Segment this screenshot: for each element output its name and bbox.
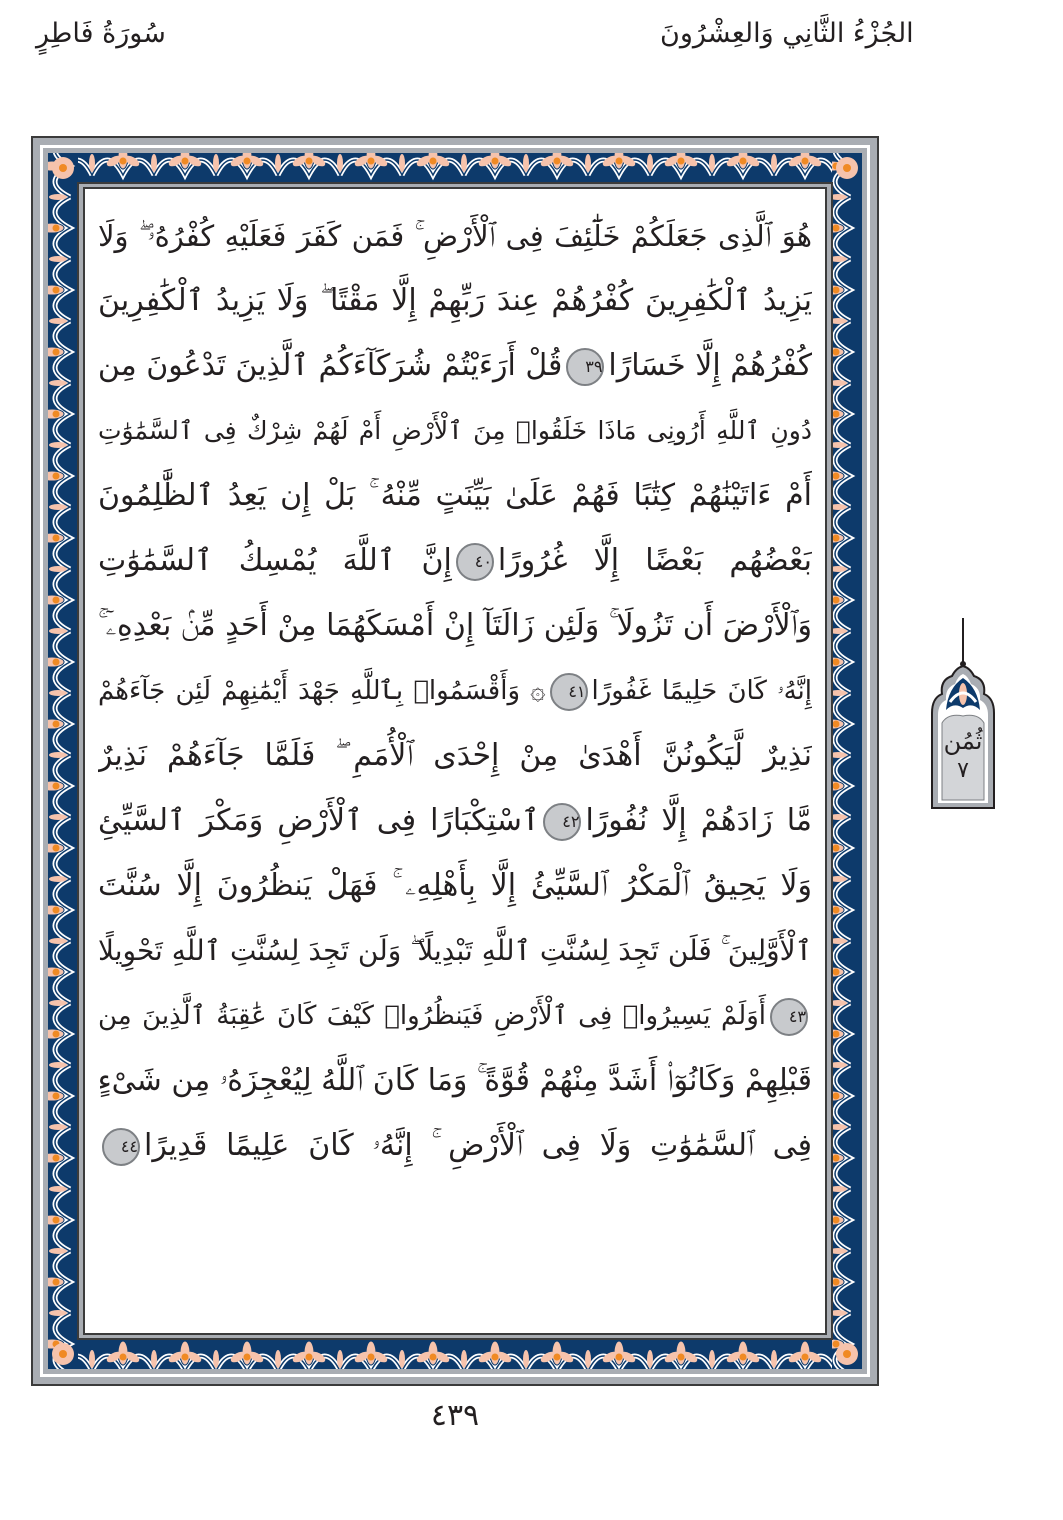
verse-text: بَعْضُهُم بَعْضًا إِلَّا غُرُورًا [497, 543, 812, 578]
text-line [98, 726, 812, 786]
verse-text: وَلَا يَحِيقُ ٱلْمَكْرُ ٱلسَّيِّئُ إِلَّا بِأَهْلِهِۦ ۚ فَهَلْ يَنظُرُونَ إِلَّا سُنَّتَ [98, 868, 812, 903]
verse-text: ۞ وَأَقْسَمُوا۟ بِٱللَّهِ جَهْدَ أَيْمَٰنِهِمْ لَئِن جَآءَهُمْ [98, 676, 546, 706]
ayah-number-marker: ٤١ [550, 673, 588, 711]
text-line [98, 401, 812, 461]
page-header [0, 18, 1063, 68]
hizb-quarter-marker [928, 618, 998, 813]
verse-text: هُوَ ٱلَّذِى جَعَلَكُمْ خَلَٰٓئِفَ فِى ٱلْأَرْضِ ۚ فَمَن كَفَرَ فَعَلَيْهِ كُفْرُهُۥ ۖ وَلَا [98, 219, 812, 253]
text-line [98, 596, 812, 656]
verse-text: أَوَلَمْ يَسِيرُوا۟ فِى ٱلْأَرْضِ فَيَنظُرُوا۟ كَيْفَ كَانَ عَٰقِبَةُ ٱلَّذِينَ مِن [98, 1001, 766, 1031]
text-line [98, 791, 812, 851]
text-line [98, 206, 812, 266]
text-line [98, 921, 812, 981]
ayah-number-marker: ٤٢ [543, 803, 581, 841]
juz-title: الجُزْءُ الثَّانِي وَالعِشْرُونَ [660, 18, 914, 49]
hizb-label: ثُمُن [943, 727, 983, 755]
hizb-marker-graphic [928, 618, 998, 813]
verse-text: نَذِيرٌ لَّيَكُونُنَّ أَهْدَىٰ مِنْ إِحْدَى ٱلْأُمَمِ ۖ فَلَمَّا جَآءَهُمْ نَذِيرٌ [98, 738, 812, 773]
text-line [98, 466, 812, 526]
page-number: ٤٣٩ [430, 1398, 480, 1433]
text-line [98, 661, 812, 721]
verse-text: يَزِيدُ ٱلْكَٰفِرِينَ كُفْرُهُمْ عِندَ رَبِّهِمْ إِلَّا مَقْتًا ۖ وَلَا يَزِيدُ ٱلْكَٰفِرِينَ [98, 283, 812, 318]
verse-text: إِنَّ ٱللَّهَ يُمْسِكُ ٱلسَّمَٰوَٰتِ [98, 543, 452, 578]
verse-text: مَّا زَادَهُمْ إِلَّا نُفُورًا [585, 803, 812, 838]
text-line [98, 986, 812, 1046]
hizb-number: ٧ [957, 758, 969, 783]
ayah-number-marker: ٤٤ [102, 1128, 140, 1166]
ayah-number-marker: ٤٣ [770, 998, 808, 1036]
verse-text: أَمْ ءَاتَيْنَٰهُمْ كِتَٰبًا فَهُمْ عَلَىٰ بَيِّنَتٍ مِّنْهُ ۚ بَلْ إِن يَعِدُ ٱلظَّٰلِمُونَ [98, 478, 812, 513]
text-line [98, 271, 812, 331]
verse-text: إِنَّهُۥ كَانَ حَلِيمًا غَفُورًا [591, 676, 812, 706]
text-line [98, 1051, 812, 1111]
text-line [98, 1116, 812, 1176]
verse-text: وَٱلْأَرْضَ أَن تَزُولَا ۚ وَلَئِن زَالَتَآ إِنْ أَمْسَكَهُمَا مِنْ أَحَدٍ مِّنۢ بَعْدِهِۦٓ ۚ [98, 608, 812, 643]
verse-text: كُفْرُهُمْ إِلَّا خَسَارًا [608, 348, 812, 383]
quran-text-area [84, 188, 826, 1331]
surah-title: سُورَةُ فَاطِرٍ [36, 18, 166, 49]
verse-text: قَبْلِهِمْ وَكَانُوٓا۟ أَشَدَّ مِنْهُمْ قُوَّةً ۚ وَمَا كَانَ ٱللَّهُ لِيُعْجِزَهُۥ مِن شَىْءٍ [98, 1063, 812, 1098]
verse-text: ٱسْتِكْبَارًا فِى ٱلْأَرْضِ وَمَكْرَ ٱلسَّيِّئِ [98, 803, 540, 838]
verse-text: دُونِ ٱللَّهِ أَرُونِى مَاذَا خَلَقُوا۟ مِنَ ٱلْأَرْضِ أَمْ لَهُمْ شِرْكٌ فِى ٱلسَّمَٰوَٰتِ [98, 416, 812, 445]
text-line [98, 531, 812, 591]
verse-text: فِى ٱلسَّمَٰوَٰتِ وَلَا فِى ٱلْأَرْضِ ۚ إِنَّهُۥ كَانَ عَلِيمًا قَدِيرًا [144, 1128, 812, 1163]
verse-text: قُلْ أَرَءَيْتُمْ شُرَكَآءَكُمُ ٱلَّذِينَ تَدْعُونَ مِن [98, 348, 563, 383]
ayah-number-marker: ٤٠ [456, 543, 494, 581]
ayah-number-marker: ٣٩ [566, 348, 604, 386]
verse-text: ٱلْأَوَّلِينَ ۚ فَلَن تَجِدَ لِسُنَّتِ ٱللَّهِ تَبْدِيلًا ۖ وَلَن تَجِدَ لِسُنَّتِ ٱللَّهِ تَحْوِيلًا [98, 934, 812, 967]
text-line [98, 856, 812, 916]
text-line [98, 336, 812, 396]
